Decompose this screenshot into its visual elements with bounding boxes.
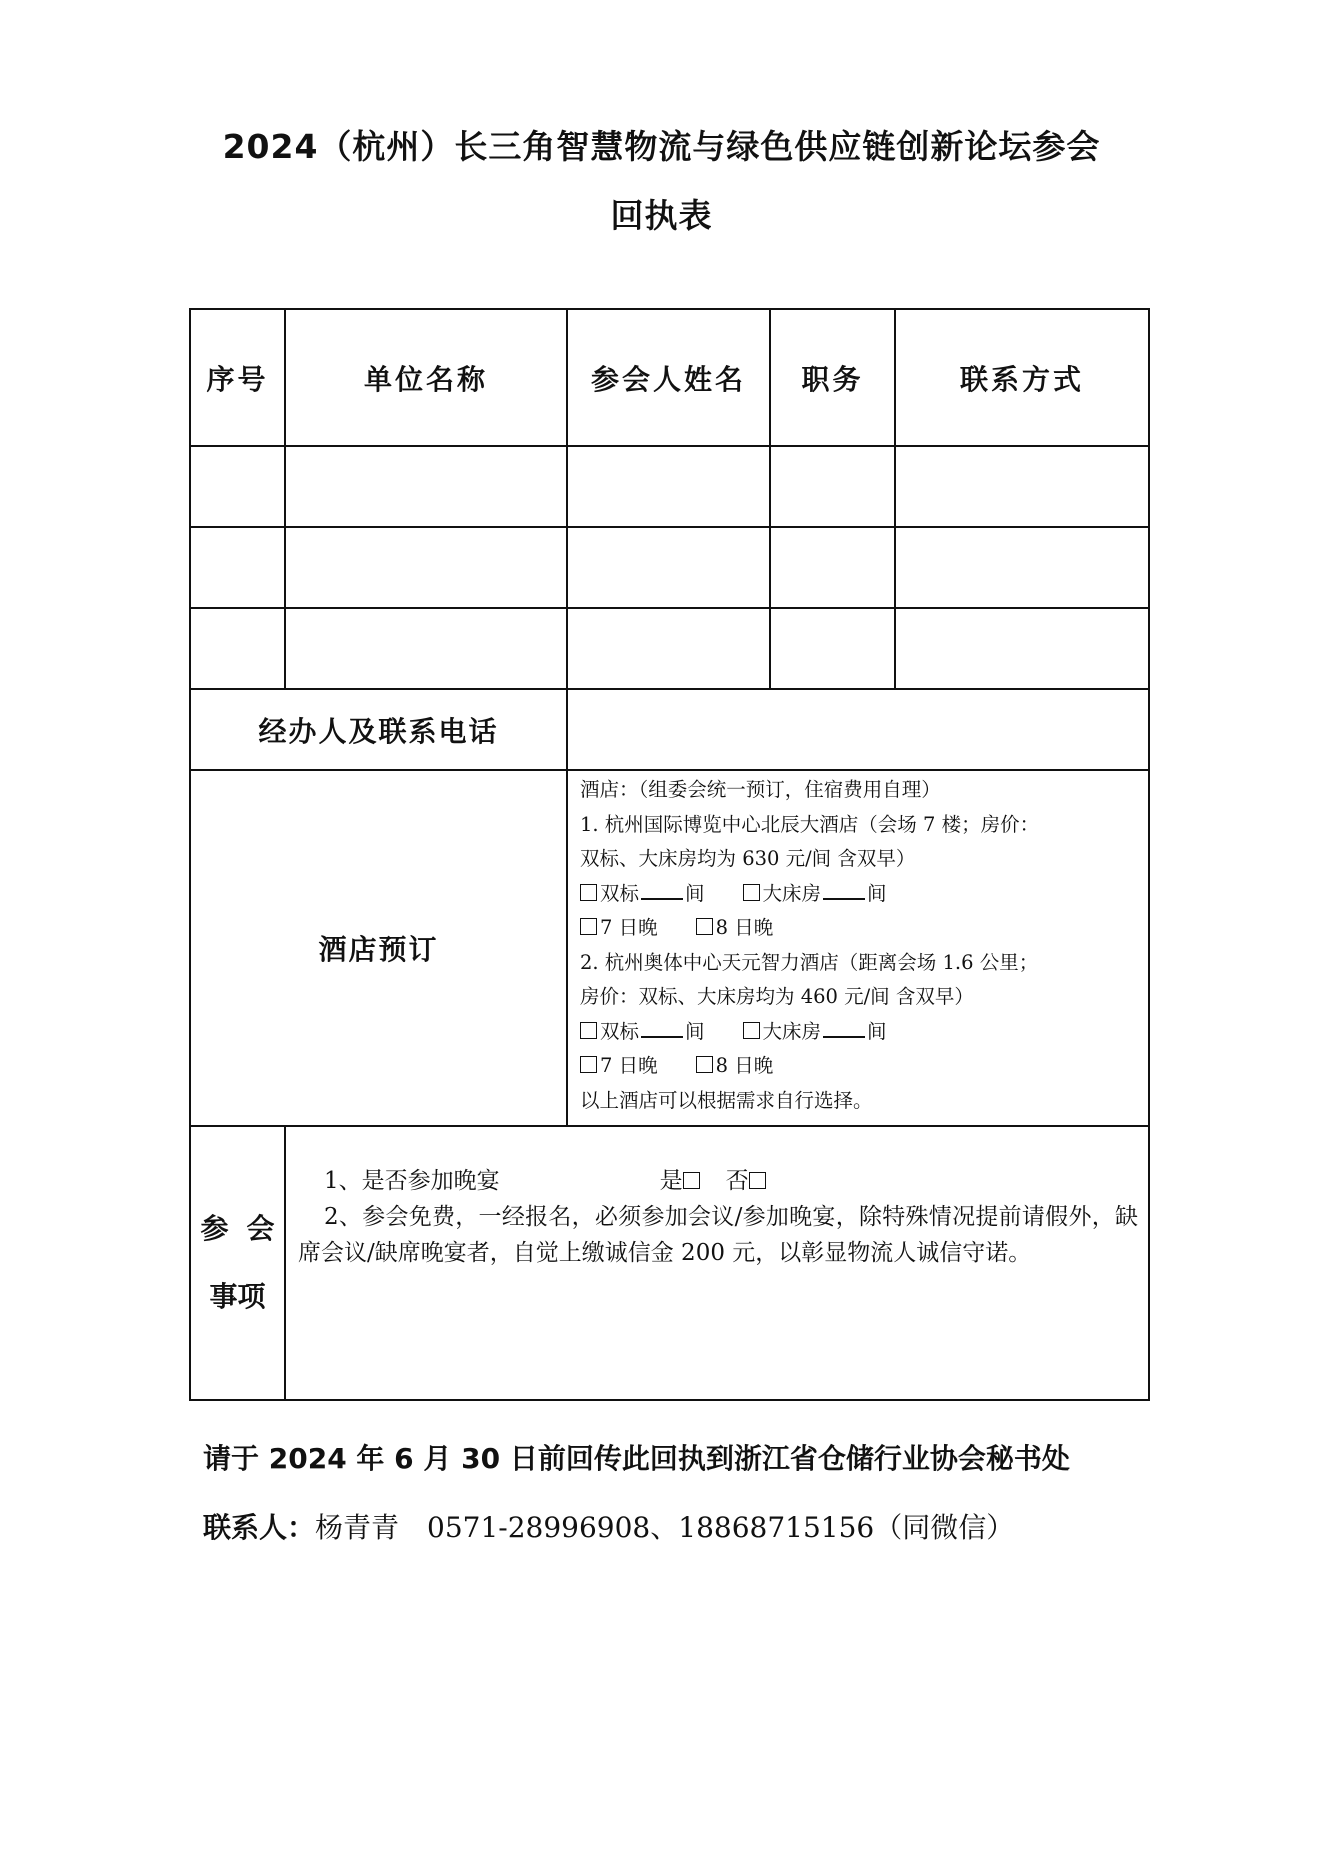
checkbox[interactable] [580, 884, 597, 901]
banquet-question: 1、是否参加晚宴 是 否 [298, 1163, 1138, 1199]
hotel2-line2: 房价：双标、大床房均为 460 元/间 含双早） [580, 985, 974, 1008]
cell-contact[interactable] [895, 527, 1149, 608]
cell-index[interactable] [190, 608, 285, 689]
contact-row [190, 689, 1149, 770]
table-row [190, 608, 1149, 689]
checkbox[interactable] [696, 1056, 713, 1073]
room-count-blank[interactable] [823, 878, 865, 900]
checkbox[interactable] [580, 1022, 597, 1039]
cell-contact[interactable] [895, 446, 1149, 527]
header-index: 序号 [190, 309, 285, 446]
header-position: 职务 [770, 309, 895, 446]
hotel-intro: 酒店：（组委会统一预订，住宿费用自理） [580, 778, 941, 801]
banquet-no-checkbox[interactable] [749, 1172, 766, 1189]
cell-index[interactable] [190, 446, 285, 527]
checkbox[interactable] [743, 884, 760, 901]
room-count-blank[interactable] [823, 1016, 865, 1038]
header-organization: 单位名称 [285, 309, 567, 446]
hotel1-night-options: 7 日晚 8 日晚 [580, 911, 1138, 946]
hotel1-line2: 双标、大床房均为 630 元/间 含双早） [580, 847, 916, 870]
cell-position[interactable] [770, 527, 895, 608]
hotel1-line1: 1. 杭州国际博览中心北辰大酒店（会场 7 楼；房价： [580, 812, 1040, 836]
room-count-blank[interactable] [641, 1016, 683, 1038]
cell-organization[interactable] [285, 608, 567, 689]
contact-info-value: 杨青青 0571-28996908、18868715156（同微信） [315, 1511, 1015, 1544]
table-row [190, 446, 1149, 527]
checkbox[interactable] [696, 918, 713, 935]
checkbox[interactable] [580, 918, 597, 935]
notes-content [285, 1126, 1149, 1400]
cell-contact[interactable] [895, 608, 1149, 689]
contact-info [203, 1506, 1014, 1546]
cell-organization[interactable] [285, 446, 567, 527]
contact-info-label: 联系人： [203, 1511, 316, 1544]
registration-form-table [189, 308, 1150, 1401]
table-row [190, 527, 1149, 608]
cell-attendee-name[interactable] [567, 608, 770, 689]
hotel2-night-options: 7 日晚 8 日晚 [580, 1049, 1138, 1084]
cell-attendee-name[interactable] [567, 527, 770, 608]
cell-position[interactable] [770, 608, 895, 689]
cell-index[interactable] [190, 527, 285, 608]
hotel-outro: 以上酒店可以根据需求自行选择。 [580, 1088, 873, 1112]
cell-position[interactable] [770, 446, 895, 527]
attendance-terms: 2、参会免费，一经报名，必须参加会议/参加晚宴，除特殊情况提前请假外，缺席会议/缺席晚宴者，自觉上缴诚信金 200 元，以彰显物流人诚信守诺。 [298, 1204, 1138, 1266]
checkbox[interactable] [743, 1022, 760, 1039]
cell-organization[interactable] [285, 527, 567, 608]
header-attendee-name: 参会人姓名 [567, 309, 770, 446]
hotel2-room-options: 双标 间 大床房 间 [580, 1015, 1138, 1050]
hotel1-room-options: 双标 间 大床房 间 [580, 877, 1138, 912]
contact-person-field[interactable] [567, 689, 1149, 770]
contact-person-label: 经办人及联系电话 [190, 689, 567, 770]
header-row [190, 309, 1149, 446]
notes-label: 参会 事项 [190, 1126, 285, 1400]
checkbox[interactable] [580, 1056, 597, 1073]
notes-row [190, 1126, 1149, 1400]
header-contact: 联系方式 [895, 309, 1149, 446]
hotel-booking-details [567, 770, 1149, 1126]
room-count-blank[interactable] [641, 878, 683, 900]
cell-attendee-name[interactable] [567, 446, 770, 527]
hotel-booking-label: 酒店预订 [190, 770, 567, 1126]
page-subtitle: 回执表 [610, 196, 713, 235]
hotel-row [190, 770, 1149, 1126]
deadline-notice: 请于 2024 年 6 月 30 日前回传此回执到浙江省仓储行业协会秘书处 [203, 1442, 1070, 1475]
hotel2-line1: 2. 杭州奥体中心天元智力酒店（距离会场 1.6 公里； [580, 950, 1039, 974]
banquet-yes-checkbox[interactable] [683, 1172, 700, 1189]
page-title: 2024（杭州）长三角智慧物流与绿色供应链创新论坛参会 [222, 127, 1101, 166]
